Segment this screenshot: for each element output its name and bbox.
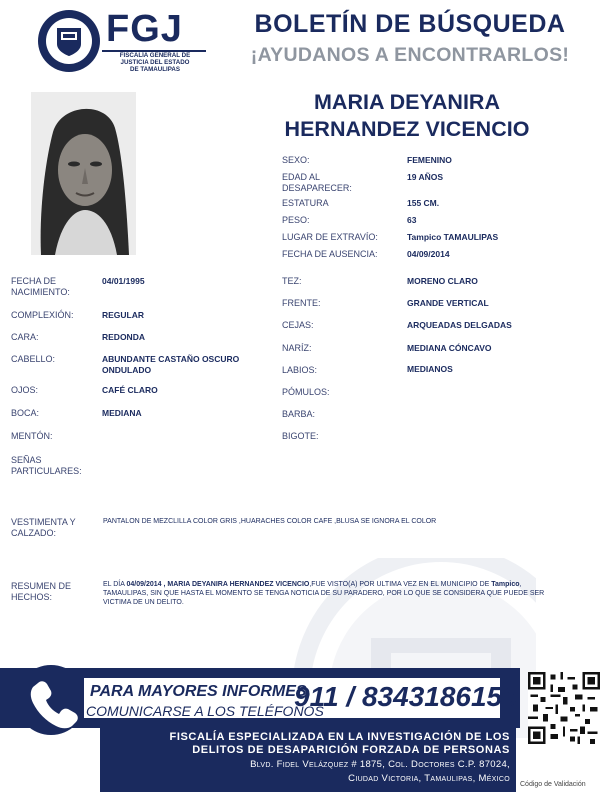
nose-value: MEDIANA CÓNCAVO xyxy=(407,343,492,353)
fgj-logo xyxy=(36,6,204,76)
place-label: LUGAR DE EXTRAVÍO: xyxy=(282,232,378,242)
eyes-label: OJOS: xyxy=(11,385,39,395)
birthdate-label: FECHA DE NACIMIENTO: xyxy=(11,276,70,297)
skin-label: TEZ: xyxy=(282,276,302,286)
eyes-value: CAFÉ CLARO xyxy=(102,385,158,395)
weight-value: 63 xyxy=(407,215,417,225)
forehead-value: GRANDE VERTICAL xyxy=(407,298,489,308)
validation-code-label: Código de Validación xyxy=(520,781,586,788)
sex-label: SEXO: xyxy=(282,155,310,165)
summary-prefix: EL DÍA xyxy=(103,581,125,588)
summary-text xyxy=(103,580,555,607)
summary-date: 04/09/2014 xyxy=(126,581,162,588)
absence-date-value: 04/09/2014 xyxy=(407,249,450,259)
eyebrows-label: CEJAS: xyxy=(282,320,314,330)
logo-org-line: JUSTICIA DEL ESTADO xyxy=(120,59,190,67)
mouth-label: BOCA: xyxy=(11,408,40,418)
phone-icon xyxy=(16,665,86,735)
face-label: CARA: xyxy=(11,332,39,342)
chin-label: MENTÓN: xyxy=(11,431,53,441)
birthdate-value: 04/01/1995 xyxy=(102,276,145,286)
missing-person-photo xyxy=(31,92,136,255)
skin-value: MORENO CLARO xyxy=(407,276,478,286)
place-value: Tampico TAMAULIPAS xyxy=(407,232,499,242)
summary-place: Tampico xyxy=(491,581,520,588)
address-line1: Blvd. Fidel Velázquez # 1875, Col. Doctores C.P. 87024, xyxy=(250,759,510,770)
height-value: 155 CM. xyxy=(407,198,440,208)
logo-fgj-text: FGJ xyxy=(106,8,183,50)
age-label: EDAD AL DESAPARECER: xyxy=(282,172,352,193)
logo-org-name xyxy=(100,52,210,74)
marks-label: SEÑAS PARTICULARES: xyxy=(11,455,82,476)
forehead-label: FRENTE: xyxy=(282,298,321,308)
sex-value: FEMENINO xyxy=(407,155,452,165)
summary-end: , TAMAULIPAS, SIN QUE HASTA EL MOMENTO SE TENGA NOTICIA DE SU PARADERO, POR LO QUE SE CONSIDERA QUE PUEDE SER VICTIMA DE UN DELITO. xyxy=(103,581,545,606)
logo-org-line: FISCALÍA GENERAL DE xyxy=(119,52,191,59)
height-label: ESTATURA xyxy=(282,198,329,208)
absence-date-label: FECHA DE AUSENCIA: xyxy=(282,249,378,259)
call-phones-text: COMUNICARSE A LOS TELÉFONOS xyxy=(86,703,324,719)
mustache-label: BIGOTE: xyxy=(282,431,319,441)
person-name-last: HERNANDEZ VICENCIO xyxy=(284,117,530,141)
phone-icon-bubble xyxy=(16,665,86,735)
beard-label: BARBA: xyxy=(282,409,316,419)
cheekbones-label: PÓMULOS: xyxy=(282,387,330,397)
bulletin-title: BOLETÍN DE BÚSQUEDA xyxy=(254,10,566,38)
clothing-label: VESTIMENTA Y CALZADO: xyxy=(11,517,76,538)
lips-label: LABIOS: xyxy=(282,365,318,375)
mouth-value: MEDIANA xyxy=(102,408,142,418)
face-value: REDONDA xyxy=(102,332,145,342)
bulletin-subtitle: ¡AYUDANOS A ENCONTRARLOS! xyxy=(250,44,570,66)
shield-seal-icon xyxy=(36,8,102,74)
summary-name: , MARIA DEYANIRA HERNANDEZ VICENCIO xyxy=(163,581,310,588)
person-name-first: MARIA DEYANIRA xyxy=(314,90,500,114)
hair-value: ABUNDANTE CASTAÑO OSCURO ONDULADO xyxy=(102,354,240,375)
office-name-line1: FISCALÍA ESPECIALIZADA EN LA INVESTIGACIÓN DE LOS xyxy=(169,731,510,743)
validation-qr-code-icon[interactable] xyxy=(528,672,600,744)
summary-mid: ,FUE VISTO(A) POR ULTIMA VEZ EN EL MUNICIPIO DE xyxy=(309,581,490,588)
build-label: COMPLEXIÓN: xyxy=(11,310,74,320)
office-name-line2: DELITOS DE DESAPARICIÓN FORZADA DE PERSONAS xyxy=(192,744,510,756)
summary-label: RESUMEN DE HECHOS: xyxy=(11,581,72,602)
hair-label: CABELLO: xyxy=(11,354,56,364)
phone-number[interactable]: 911 / 8343186150 xyxy=(294,681,518,712)
eyebrows-value: ARQUEADAS DELGADAS xyxy=(407,320,512,330)
age-value: 19 AÑOS xyxy=(407,172,444,182)
address-line2: Ciudad Victoria, Tamaulipas, México xyxy=(348,773,510,784)
lips-value: MEDIANOS xyxy=(407,364,453,374)
weight-label: PESO: xyxy=(282,215,310,225)
clothing-value: PANTALON DE MEZCLILLA COLOR GRIS ,HUARACHES COLOR CAFE ,BLUSA SE IGNORA EL COLOR xyxy=(103,518,437,525)
logo-org-line: DE TAMAULIPAS xyxy=(130,66,180,74)
more-info-text: PARA MAYORES INFORMES, xyxy=(90,683,312,700)
build-value: REGULAR xyxy=(102,310,145,320)
nose-label: NARÍZ: xyxy=(282,343,312,353)
